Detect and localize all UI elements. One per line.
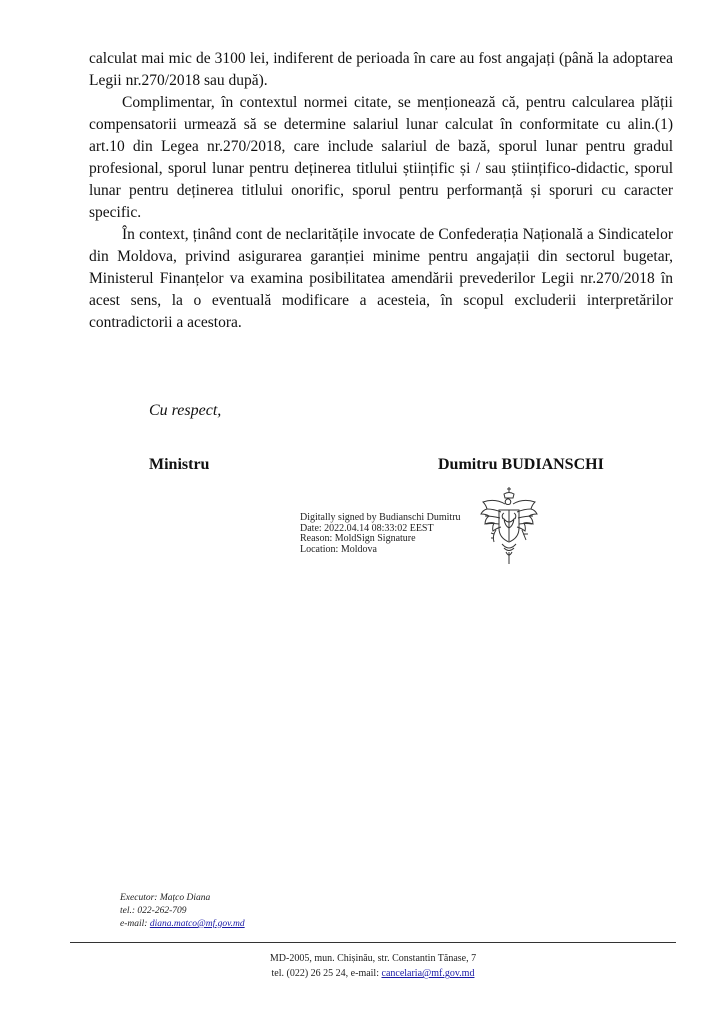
- executor-email-line: [120, 918, 245, 931]
- executor-phone: tel.: 022-262-709: [120, 906, 187, 916]
- footer-contact: tel. (022) 26 25 24, e-mail:: [271, 968, 382, 979]
- signer-name: Dumitru BUDIANSCHI: [438, 456, 604, 473]
- footer-address: MD-2005, mun. Chișinău, str. Constantin Tănase, 7: [269, 953, 477, 964]
- letter-body: [89, 48, 673, 334]
- footer-email-link[interactable]: cancelaria@mf.gov.md: [381, 968, 475, 979]
- closing-salutation: Cu respect,: [149, 402, 222, 419]
- signature-line-reason: Reason: MoldSign Signature: [300, 533, 416, 544]
- digital-signature-block: [300, 513, 461, 555]
- executor-name: Executor: Mațco Diana: [120, 893, 211, 903]
- signature-line-date: Date: 2022.04.14 08:33:02 EEST: [300, 522, 434, 534]
- executor-email-label: e-mail:: [120, 919, 150, 929]
- executor-block: [120, 892, 245, 931]
- paragraph-2: Complimentar, în contextul normei citate, se menționează că, pentru calcularea plății compensatorii urmează să se determine salariul lunar calculat în conformitate cu alin.(1) art.10 din Legea nr.270/2018, care include salariul de bază, sporul lunar pentru gradul profesional, sporul lunar pentru deținerea titlului științific și / sau științifico-didactic, sporul lunar pentru deținerea titlului onorific, sporul pentru performanță și sporuri cu caracter specific.: [89, 94, 673, 221]
- footer-contact-line: [70, 966, 676, 981]
- signer-title: Ministru: [149, 456, 210, 473]
- executor-email-link[interactable]: diana.matco@mf.gov.md: [149, 919, 245, 929]
- footer-divider: [70, 942, 676, 943]
- signature-line-signed-by: Digitally signed by Budianschi Dumitru: [300, 512, 461, 523]
- footer: [70, 951, 676, 981]
- signature-line-location: Location: Moldova: [300, 543, 377, 555]
- paragraph-1: calculat mai mic de 3100 lei, indiferent de perioada în care au fost angajați (până la adoptarea Legii nr.270/2018 sau după).: [89, 50, 673, 89]
- paragraph-3: În context, ținând cont de neclaritățile invocate de Confederația Națională a Sindicatelor din Moldova, privind asigurarea garanției minime pentru angajații din sectorul bugetar, Ministerul Finanțelor va examina posibilitatea amendării prevederilor Legii nr.270/2018 în acest sens, la o eventuală modificare a acesteia, în scopul excluderii interpretărilor contradictorii a acestora.: [89, 226, 673, 331]
- moldova-coat-of-arms-icon: [474, 486, 544, 570]
